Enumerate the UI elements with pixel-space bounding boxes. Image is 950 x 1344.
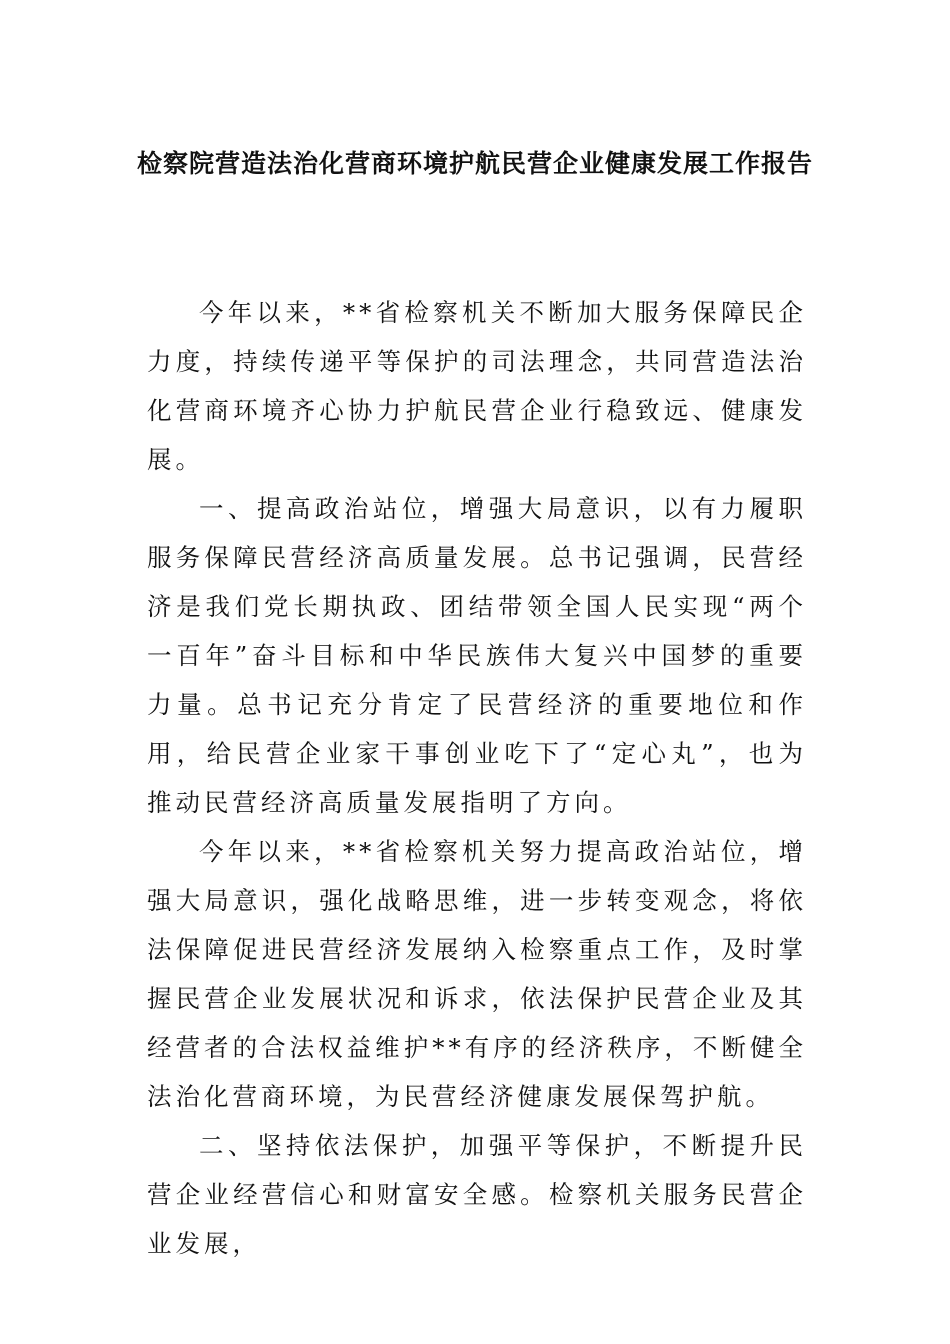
document-body bbox=[147, 288, 807, 1268]
paragraph-section-one-detail: 今年以来，**省检察机关努力提高政治站位，增强大局意识，强化战略思维，进一步转变观念，将依法保障促进民营经济发展纳入检察重点工作，及时掌握民营企业发展状况和诉求，依法保护民营企业及其经营者的合法权益维护**有序的经济秩序，不断健全法治化营商环境，为民营经济健康发展保驾护航。 bbox=[147, 837, 807, 1111]
paragraph-section-one: 一、提高政治站位，增强大局意识，以有力履职服务保障民营经济高质量发展。总书记强调，民营经济是我们党长期执政、团结带领全国人民实现“两个一百年”奋斗目标和中华民族伟大复兴中国梦的重要力量。总书记充分肯定了民营经济的重要地位和作用，给民营企业家干事创业吃下了“定心丸”，也为推动民营经济高质量发展指明了方向。 bbox=[147, 494, 807, 817]
document-title: 检察院营造法治化营商环境护航民营企业健康发展工作报告 bbox=[136, 149, 813, 178]
paragraph-section-two: 二、坚持依法保护，加强平等保护，不断提升民营企业经营信心和财富安全感。检察机关服务民营企业发展， bbox=[147, 1131, 807, 1258]
paragraph-intro: 今年以来，**省检察机关不断加大服务保障民企力度，持续传递平等保护的司法理念，共同营造法治化营商环境齐心协力护航民营企业行稳致远、健康发展。 bbox=[147, 298, 807, 474]
